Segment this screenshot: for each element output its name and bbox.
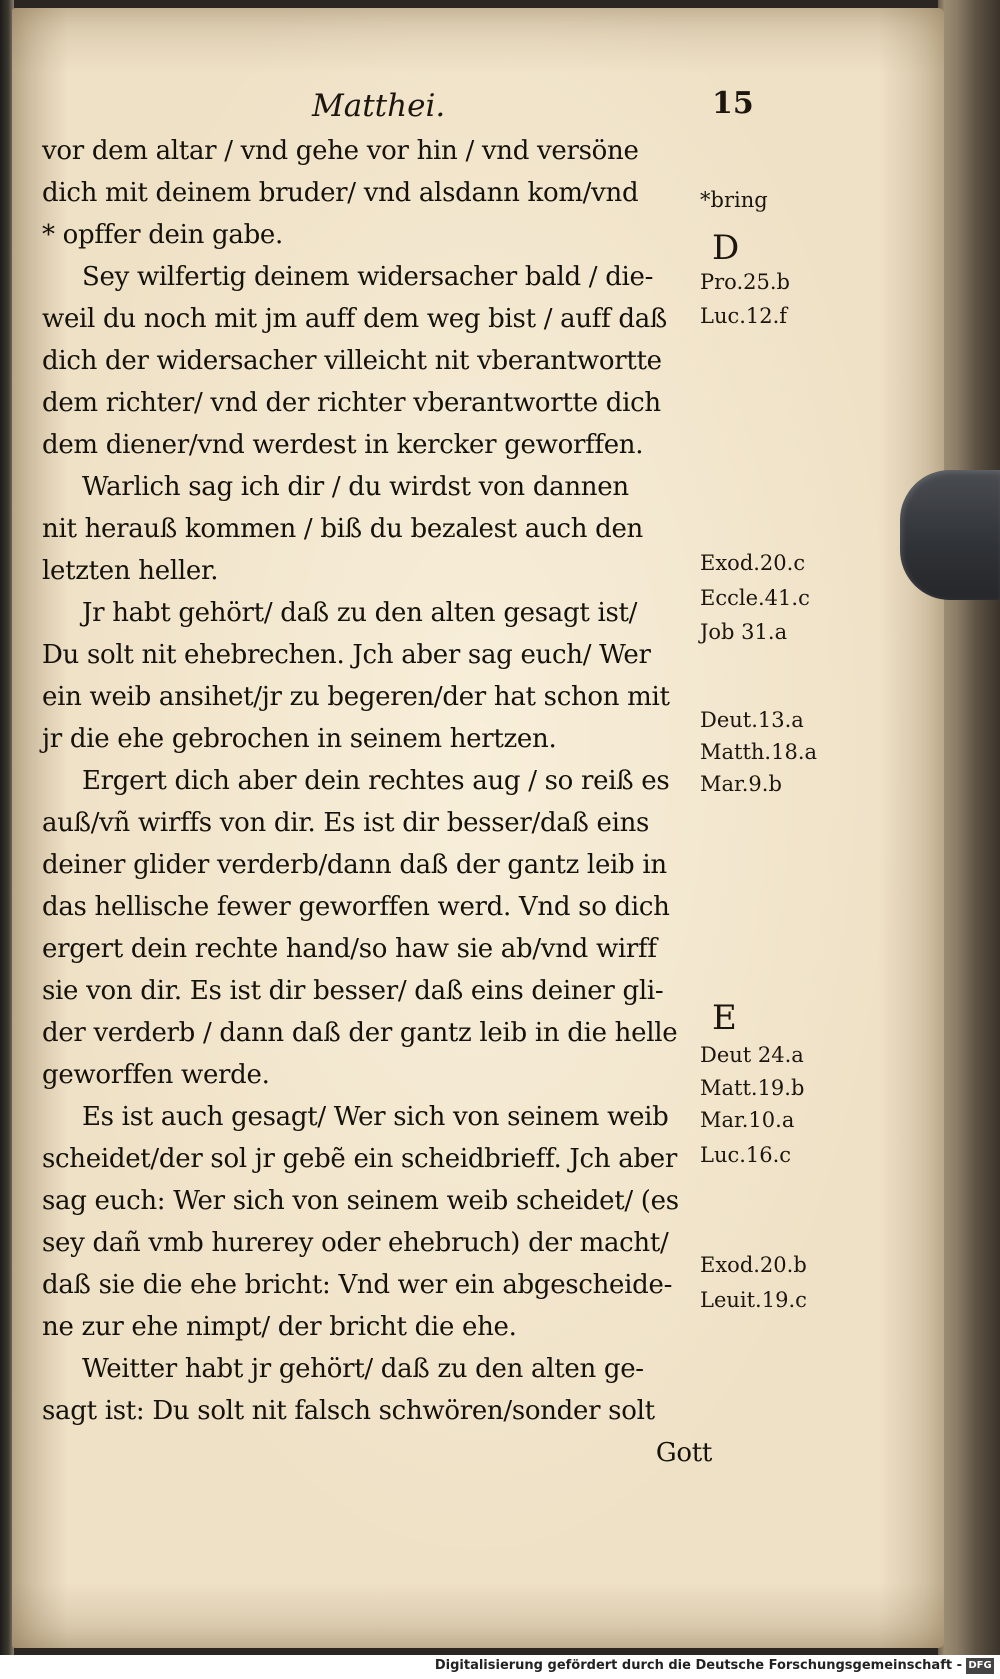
text-line: ein weib ansihet/jr zu begeren/der hat schon mit: [42, 682, 670, 712]
text-line: Weitter habt jr gehört/ daß zu den alten ge-: [82, 1354, 644, 1384]
text-line: nit herauß kommen / biß du bezalest auch den: [42, 514, 643, 544]
margin-reference: Luc.12.f: [700, 304, 788, 328]
text-line: ergert dein rechte hand/so haw sie ab/vnd wirff: [42, 934, 657, 964]
text-line: vor dem altar / vnd gehe vor hin / vnd versöne: [42, 136, 639, 166]
text-line: weil du noch mit jm auff dem weg bist / auff daß: [42, 304, 667, 334]
text-line: dich der widersacher villeicht nit vberantwortte: [42, 346, 662, 376]
text-line: scheidet/der sol jr gebẽ ein scheidbrieff. Jch aber: [42, 1144, 677, 1174]
margin-section-letter: D: [712, 228, 740, 268]
text-line: sag euch: Wer sich von seinem weib scheidet/ (es: [42, 1186, 679, 1216]
book-page: [12, 8, 944, 1648]
text-line: daß sie die ehe bricht: Vnd wer ein abgescheide-: [42, 1270, 673, 1300]
margin-reference: *bring: [700, 188, 768, 212]
text-line: dich mit deinem bruder/ vnd alsdann kom/vnd: [42, 178, 639, 208]
body-text: [42, 130, 712, 1474]
margin-reference: Pro.25.b: [700, 270, 790, 294]
text-line: sey dañ vmb hurerey oder ehebruch) der macht/: [42, 1228, 669, 1258]
text-line: Du solt nit ehebrechen. Jch aber sag euch/ Wer: [42, 640, 651, 670]
text-line: sie von dir. Es ist dir besser/ daß eins deiner gli-: [42, 976, 664, 1006]
text-line: * opffer dein gabe.: [42, 220, 283, 250]
page-clip: [900, 470, 1000, 600]
margin-reference: Luc.16.c: [700, 1143, 792, 1167]
catchword: Gott: [655, 1438, 712, 1468]
text-line: das hellische fewer geworffen werd. Vnd so dich: [42, 892, 670, 922]
text-line: dem diener/vnd werdest in kercker geworffen.: [42, 430, 644, 460]
margin-reference: Deut.13.a: [700, 708, 804, 732]
margin-reference: Exod.20.c: [700, 551, 806, 575]
text-line: Es ist auch gesagt/ Wer sich von seinem weib: [82, 1102, 669, 1132]
margin-reference: Job 31.a: [700, 620, 788, 644]
margin-reference: Matth.18.a: [700, 740, 818, 764]
text-line: Warlich sag ich dir / du wirdst von dannen: [82, 472, 629, 502]
margin-reference: Matt.19.b: [700, 1076, 805, 1100]
text-line: auß/vñ wirffs von dir. Es ist dir besser/daß eins: [42, 808, 650, 838]
text-line: der verderb / dann daß der gantz leib in die helle: [42, 1018, 678, 1048]
footer-bar: [0, 1655, 1000, 1679]
text-line: Ergert dich aber dein rechtes aug / so reiß es: [82, 766, 670, 796]
footer-credit: Digitalisierung gefördert durch die Deutsche Forschungsgemeinschaft -: [434, 1658, 962, 1673]
text-line: Sey wilfertig deinem widersacher bald / die-: [82, 262, 654, 292]
text-line: Jr habt gehört/ daß zu den alten gesagt ist/: [82, 598, 638, 628]
margin-reference: Exod.20.b: [700, 1253, 807, 1277]
margin-reference: Leuit.19.c: [700, 1288, 807, 1312]
text-line: letzten heller.: [42, 556, 219, 586]
text-line: geworffen werde.: [42, 1060, 270, 1090]
text-line: sagt ist: Du solt nit falsch schwören/sonder solt: [42, 1396, 655, 1426]
running-head: Matthei.: [312, 88, 446, 124]
text-line: dem richter/ vnd der richter vberantwortte dich: [42, 388, 661, 418]
folio-number: 15: [712, 86, 754, 121]
margin-section-letter: E: [712, 998, 737, 1038]
text-line: ne zur ehe nimpt/ der bricht die ehe.: [42, 1312, 517, 1342]
text-line: deiner glider verderb/dann daß der gantz leib in: [42, 850, 667, 880]
dfg-logo: DFG: [966, 1658, 994, 1674]
margin-reference: Mar.9.b: [700, 772, 782, 796]
book-edge-right: [938, 0, 1000, 1655]
margin-reference: Mar.10.a: [700, 1108, 795, 1132]
margin-reference: Deut 24.a: [700, 1043, 804, 1067]
page-header: [12, 88, 956, 128]
margin-reference: Eccle.41.c: [700, 586, 810, 610]
text-line: jr die ehe gebrochen in seinem hertzen.: [42, 724, 557, 754]
